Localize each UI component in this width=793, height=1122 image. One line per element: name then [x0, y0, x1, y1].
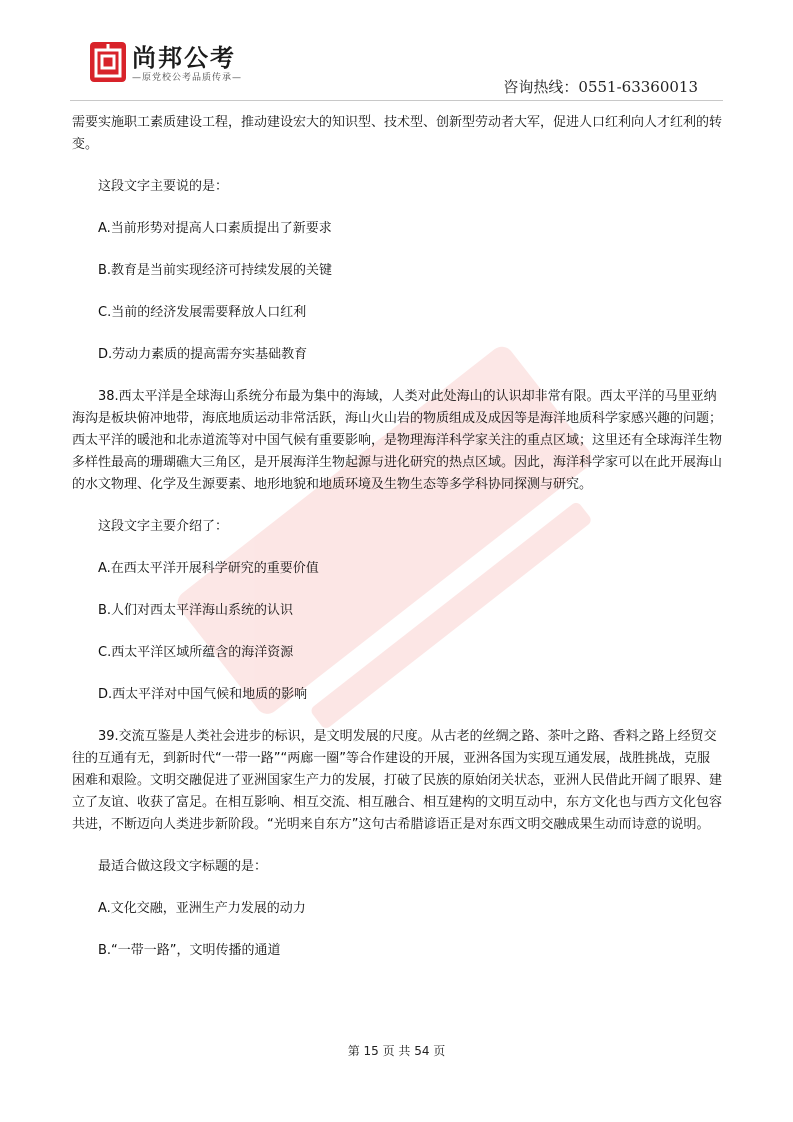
brand-slogan: —原党校公考品质传承—	[132, 73, 243, 83]
answer-option: D.劳动力素质的提高需夯实基础教育	[98, 347, 308, 362]
answer-option: A.在西太平洋开展科学研究的重要价值	[98, 561, 319, 576]
answer-option: C.当前的经济发展需要释放人口红利	[98, 305, 307, 320]
header-divider	[70, 100, 723, 101]
question-prompt: 这段文字主要介绍了：	[98, 519, 229, 534]
paragraph: 需要实施职工素质建设工程，推动建设宏大的知识型、技术型、创新型劳动者大军，促进人口红利向人才红利的转变。	[72, 115, 723, 152]
question-passage: 39.交流互鉴是人类社会进步的标识，是文明发展的尺度。从古老的丝绸之路、茶叶之路、香料之路上经贸交往的互通有无，到新时代“一带一路”“两廊一圈”等合作建设的开展，亚洲各国为实现互通发展，战胜挑战，克服困难和艰险。文明交融促进了亚洲国家生产力的发展，打破了民族的原始闭关状态，亚洲人民借此开阔了眼界、建立了友谊、收获了富足。在相互影响、相互交流、相互融合、相互建构的文明互动中，东方文化也与西方文化包容共进，不断迈向人类进步新阶段。“光明来自东方”这句古希腊谚语正是对东西文明交融成果生动而诗意的说明。	[72, 729, 723, 832]
logo-mark-icon	[88, 40, 128, 84]
question-passage: 38.西太平洋是全球海山系统分布最为集中的海域，人类对此处海山的认识却非常有限。西太平洋的马里亚纳海沟是板块俯冲地带，海底地质运动非常活跃，海山火山岩的物质组成及成因等是海洋地质科学家感兴趣的问题；西太平洋的暖池和北赤道流等对中国气候有重要影响，是物理海洋科学家关注的重点区域；这里还有全球海洋生物多样性最高的珊瑚礁大三角区，是开展海洋生物起源与进化研究的热点区域。因此，海洋科学家可以在此开展海山的水文物理、化学及生源要素、地形地貌和地质环境及生物生态等多学科协同探测与研究。	[72, 389, 723, 492]
answer-option: B.教育是当前实现经济可持续发展的关键	[98, 263, 333, 278]
hotline: 咨询热线：0551-63360013	[503, 78, 698, 96]
question-prompt: 最适合做这段文字标题的是：	[98, 859, 268, 874]
answer-option: D.西太平洋对中国气候和地质的影响	[98, 687, 308, 702]
answer-option: A.文化交融，亚洲生产力发展的动力	[98, 901, 306, 916]
brand-name: 尚邦公考	[132, 44, 236, 72]
answer-option: B.“一带一路”，文明传播的通道	[98, 943, 281, 958]
page-header	[0, 0, 793, 100]
brand-logo	[88, 40, 268, 88]
document-body	[72, 112, 722, 962]
page-number: 第 15 页 共 54 页	[347, 1044, 446, 1058]
question-prompt: 这段文字主要说的是：	[98, 179, 229, 194]
answer-option: C.西太平洋区域所蕴含的海洋资源	[98, 645, 294, 660]
answer-option: B.人们对西太平洋海山系统的认识	[98, 603, 294, 618]
answer-option: A.当前形势对提高人口素质提出了新要求	[98, 221, 332, 236]
